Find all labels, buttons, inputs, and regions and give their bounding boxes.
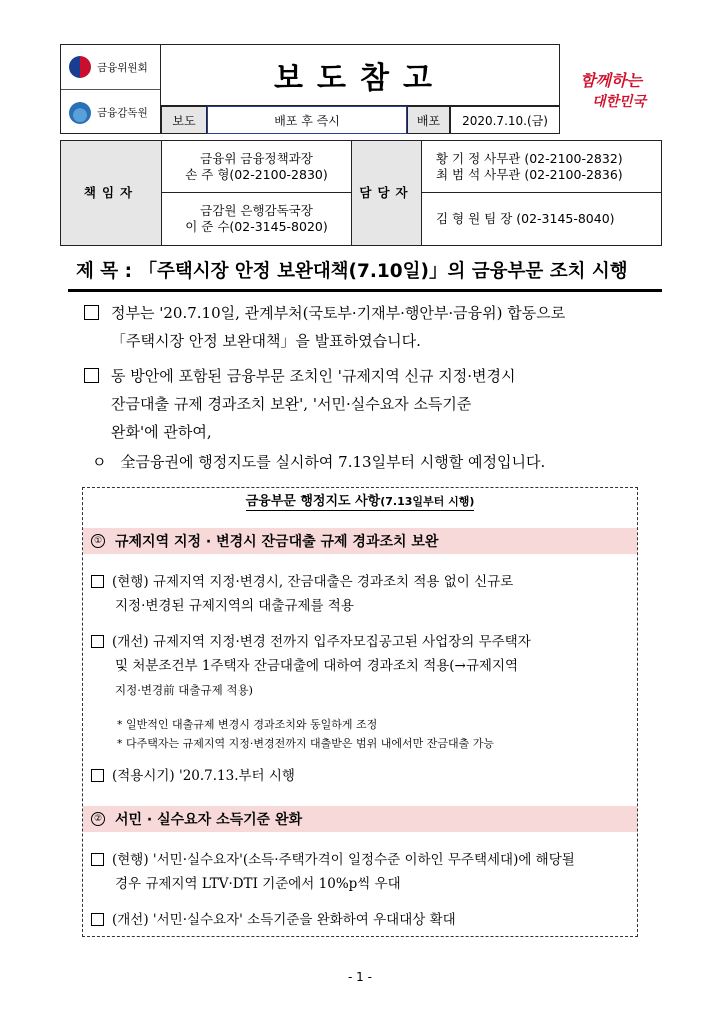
agency-logos [60,44,161,134]
item-2-current-line2: 경우 규제지역 LTV·DTI 기준에서 10%p씩 우대 [115,876,401,892]
release-value: 배포 후 즉시 [207,106,407,134]
p2-line1: 동 방안에 포함된 금융부문 조치인 '규제지역 신규 지정·변경시 [111,367,516,385]
item-2-number: ② [91,812,105,826]
distribution-label: 배포 [407,106,450,134]
fsc-name: 금융위원회 [97,61,148,74]
officer-3: 김 형 원 팀 장 (02-3145-8040) [436,211,615,226]
release-label: 보도 [161,106,207,134]
distribution-date: 2020.7.10.(금) [450,106,560,134]
page-number: - 1 - [348,970,372,984]
item-1-effective-text: (적용시기) '20.7.13.부터 시행 [112,768,295,784]
item-1-improved [91,630,531,702]
fss-name: 금융감독원 [97,107,148,119]
fss-dept: 금감원 은행감독국장 [200,203,313,218]
item-2-title: 서민 · 실수요자 소득기준 완화 [115,812,303,828]
checkbox-square-icon [91,853,104,866]
release-row [161,106,560,134]
paragraph-2 [84,362,516,446]
item-1-title: 규제지역 지정 · 변경시 잔금대출 규제 경과조치 보완 [115,534,439,550]
fsc-contact [162,141,352,193]
item-1-heading [83,528,637,554]
item-2-current [91,848,575,896]
checkbox-square-icon [91,769,104,782]
item-1-improved-line1: (개선) 규제지역 지정·변경 전까지 입주자모집공고된 사업장의 무주택자 [112,634,531,650]
measures-box-title [83,488,637,512]
press-header [60,44,662,134]
paragraph-3 [92,448,545,476]
responsible-label: 책임자 [61,141,162,246]
checkbox-square-icon [91,635,104,648]
item-2-improved-text: (개선) '서민·실수요자' 소득기준을 완화하여 우대대상 확대 [112,912,456,928]
item-2-heading [83,806,637,832]
item-2-improved [91,908,456,932]
fsc-emblem-icon [69,56,91,78]
bullet-circle-icon: ㅇ [92,453,107,471]
checkbox-square-icon [91,913,104,926]
fss-contact [162,193,352,246]
paragraph-1 [84,299,565,355]
fss-emblem-icon [69,102,91,124]
measures-box [82,487,638,937]
fss-logo [61,90,160,135]
box-title-suffix: (7.13일부터 시행) [380,494,475,508]
item-1-number: ① [91,534,105,548]
fss-head: 이 준 수(02-3145-8020) [185,219,328,234]
p1-line1: 정부는 '20.7.10일, 관계부처(국토부·기재부·행안부·금융위) 합동으로 [111,304,566,322]
item-2-current-line1: (현행) '서민·실수요자'(소득·주택가격이 일정수준 이하인 무주택세대)에 해당될 [112,852,575,868]
footnote-2: * 다주택자는 규제지역 지정·변경전까지 대출받은 범위 내에서만 잔금대출 가능 [117,737,494,750]
fsc-head: 손 주 형(02-2100-2830) [185,166,328,182]
item-1-effective [91,764,295,788]
p2-line2: 잔금대출 규제 경과조치 보완', '서민·실수요자 소득기준 [111,395,472,413]
fss-officer [422,193,662,246]
checkbox-square-icon [84,368,99,383]
officer-1: 황 기 정 사무관 (02-2100-2832) [436,150,623,166]
footnote-1: * 일반적인 대출규제 변경시 경과조치와 동일하게 조정 [117,718,378,731]
fsc-officers [422,141,662,193]
checkbox-square-icon [91,575,104,588]
slogan-line1: 함께하는 [580,70,642,90]
item-1-improved-line3: 지정·변경前 대출규제 적용) [115,683,254,697]
fsc-logo [61,45,160,90]
officer-2: 최 범 석 사무관 (02-2100-2836) [436,166,623,182]
item-1-current-line2: 지정·변경된 규제지역의 대출규제를 적용 [115,598,354,614]
item-1-current [91,570,513,618]
box-title-text: 금융부문 행정지도 사항 [245,493,381,509]
charge-label: 담당자 [352,141,422,246]
doc-type-title: 보도참고 [161,44,560,106]
p3-text: 全금융권에 행정지도를 실시하여 7.13일부터 시행할 예정입니다. [120,453,546,471]
slogan-line2: 대한민국 [591,93,647,110]
fsc-dept: 금융위 금융정책과장 [200,150,313,166]
item-1-improved-line2: 및 처분조건부 1주택자 잔금대출에 대하여 경과조치 적용(→규제지역 [115,658,519,674]
title-underline [68,289,662,292]
contact-table [60,140,662,246]
p2-line3: 완화'에 관하여, [111,423,212,441]
page-title: 제 목 : 「주택시장 안정 보완대책(7.10일)」의 금융부문 조치 시행 [76,261,628,282]
p1-line2: 「주택시장 안정 보완대책」을 발표하였습니다. [111,332,421,350]
item-1-current-line1: (현행) 규제지역 지정·변경시, 잔금대출은 경과조치 적용 없이 신규로 [112,574,514,590]
government-slogan [560,44,662,134]
checkbox-square-icon [84,305,99,320]
